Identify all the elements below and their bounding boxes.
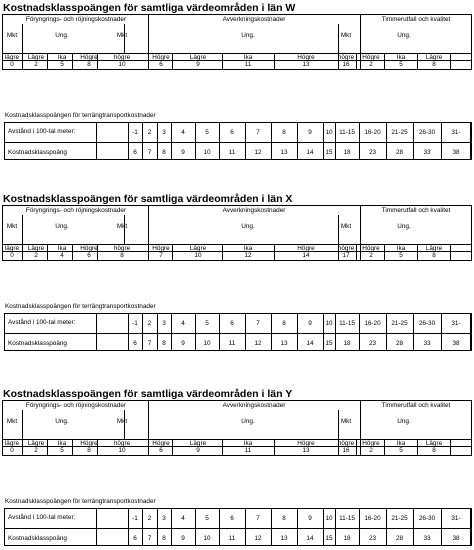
points-row-label: Kostnadsklasspoäng xyxy=(8,149,67,156)
points-cell: 28 xyxy=(395,535,404,542)
distance-cell: 9 xyxy=(308,515,312,522)
points-cell: 14 xyxy=(306,340,314,347)
cost-class-value: 0 xyxy=(10,61,14,68)
row-rule xyxy=(4,528,471,529)
column-rule xyxy=(356,439,357,456)
mkt-label: Mkt xyxy=(116,32,128,39)
transport-table-title: Kostnadsklasspoängen för terrängtransportkostnader xyxy=(5,498,156,505)
cost-class-value: 8 xyxy=(432,61,436,68)
column-rule xyxy=(157,508,158,546)
ung-label: Ung. xyxy=(397,223,411,230)
distance-cell: 4 xyxy=(181,320,185,327)
points-cell: 7 xyxy=(147,535,152,542)
distance-cell: 3 xyxy=(162,320,166,327)
group-title-regeneration: Föryngrings- och röjningskostnader xyxy=(25,16,127,23)
mkt-label: Mkt xyxy=(116,418,128,425)
column-rule xyxy=(441,508,442,546)
points-cell: 28 xyxy=(395,149,404,156)
points-cell: 15 xyxy=(325,149,333,156)
column-sublabel: högre xyxy=(113,439,131,447)
distance-cell: 9 xyxy=(308,129,312,136)
column-rule xyxy=(384,439,385,456)
points-cell: 6 xyxy=(133,340,137,347)
mkt-label: Mkt xyxy=(6,418,18,425)
cost-class-value: 14 xyxy=(302,252,310,259)
column-rule xyxy=(274,439,275,456)
distance-cell: 26-30 xyxy=(418,515,436,522)
ung-label: Ung. xyxy=(55,32,69,39)
points-cell: 38 xyxy=(452,340,460,347)
points-cell: 33 xyxy=(423,535,431,542)
points-cell: 12 xyxy=(254,149,262,156)
cost-class-value: 2 xyxy=(34,61,38,68)
points-cell: 10 xyxy=(203,535,211,542)
ung-label: Ung. xyxy=(397,32,411,39)
points-row-label: Kostnadsklasspoäng xyxy=(8,535,67,542)
points-cell: 8 xyxy=(162,340,166,347)
column-rule xyxy=(471,508,472,546)
column-sublabel: Lägre xyxy=(425,244,443,252)
column-sublabel: Lägre xyxy=(425,53,443,61)
group-title-timber: Timmerutfall och kvalitet xyxy=(381,16,451,23)
column-sublabel: Lägre xyxy=(27,439,45,447)
points-cell: 8 xyxy=(162,535,166,542)
ung-label: Ung. xyxy=(241,32,255,39)
cost-class-value: 13 xyxy=(302,447,310,454)
distance-cell: 16-20 xyxy=(364,129,381,136)
points-cell: 28 xyxy=(395,340,404,347)
ung-label: Ung. xyxy=(55,223,69,230)
column-rule xyxy=(338,410,339,439)
points-row-label: Kostnadsklasspoäng xyxy=(8,340,67,347)
distance-cell: 31- xyxy=(451,515,461,522)
group-title-regeneration: Föryngrings- och röjningskostnader xyxy=(25,402,127,409)
points-cell: 9 xyxy=(181,340,185,347)
cost-class-value: 5 xyxy=(60,447,64,454)
distance-cell: 2 xyxy=(147,515,152,522)
cost-class-value: 12 xyxy=(244,252,252,259)
cost-class-value: 16 xyxy=(342,447,350,454)
column-rule xyxy=(142,508,143,546)
column-sublabel: Ika xyxy=(396,244,406,252)
mkt-label: Mkt xyxy=(340,32,352,39)
mkt-label: Mkt xyxy=(116,223,128,230)
cost-class-value: 6 xyxy=(87,252,91,259)
cost-class-value: 8 xyxy=(87,61,91,68)
column-sublabel: Lägre xyxy=(189,53,207,61)
column-rule xyxy=(245,508,246,546)
column-sublabel: lägre xyxy=(4,244,20,252)
distance-cell: 5 xyxy=(205,320,209,327)
column-sublabel: Ika xyxy=(57,53,67,61)
cost-class-value: 6 xyxy=(159,61,163,68)
distance-cell: 26-30 xyxy=(418,129,436,136)
cost-class-value: 5 xyxy=(399,252,403,259)
column-sublabel: Högre xyxy=(362,439,380,447)
points-cell: 33 xyxy=(423,149,431,156)
cost-class-value: 9 xyxy=(196,61,200,68)
column-rule xyxy=(128,508,129,546)
distance-cell: 16-20 xyxy=(364,320,381,327)
points-cell: 13 xyxy=(280,535,288,542)
table-rule xyxy=(4,508,96,509)
column-rule xyxy=(222,439,223,456)
cost-class-value: 10 xyxy=(118,447,126,454)
column-sublabel: Högre xyxy=(297,53,315,61)
cost-class-value: 2 xyxy=(369,252,373,259)
table-rule xyxy=(4,545,96,546)
cost-class-value: 8 xyxy=(120,252,124,259)
distance-cell: -1 xyxy=(132,515,138,522)
distance-cell: -1 xyxy=(132,320,138,327)
cost-class-value: 0 xyxy=(10,447,14,454)
column-sublabel: Högre xyxy=(152,439,170,447)
column-sublabel: Ika xyxy=(243,439,253,447)
column-sublabel: Ika xyxy=(57,244,67,252)
points-cell: 7 xyxy=(147,340,152,347)
points-cell: 33 xyxy=(423,340,431,347)
distance-cell: 7 xyxy=(256,129,260,136)
column-rule xyxy=(335,508,336,546)
column-sublabel: högre xyxy=(337,244,355,252)
column-sublabel: Högre xyxy=(152,53,170,61)
column-rule xyxy=(271,508,272,546)
points-cell: 18 xyxy=(343,340,351,347)
ung-label: Ung. xyxy=(241,418,255,425)
distance-cell: 31- xyxy=(451,129,461,136)
points-cell: 10 xyxy=(203,149,211,156)
column-sublabel: Högre xyxy=(80,439,98,447)
cost-class-value: 7 xyxy=(159,252,163,259)
points-cell: 23 xyxy=(368,535,377,542)
group-title-harvesting: Avverkningskostnader xyxy=(222,16,286,23)
distance-cell: 11-15 xyxy=(339,320,355,327)
cost-class-value: 8 xyxy=(87,447,91,454)
cost-class-value: 2 xyxy=(34,447,38,454)
points-cell: 13 xyxy=(280,340,288,347)
points-cell: 9 xyxy=(181,149,185,156)
column-rule xyxy=(171,508,172,546)
column-rule xyxy=(323,508,324,546)
column-sublabel: högre xyxy=(113,244,131,252)
cost-class-value: 11 xyxy=(244,447,252,454)
column-rule xyxy=(219,508,220,546)
column-sublabel: Högre xyxy=(80,244,98,252)
points-cell: 11 xyxy=(228,535,236,542)
column-rule xyxy=(360,439,361,456)
distance-cell: 8 xyxy=(282,320,286,327)
mkt-label: Mkt xyxy=(6,32,18,39)
ung-label: Ung. xyxy=(55,418,69,425)
column-sublabel: högre xyxy=(337,53,355,61)
column-sublabel: Högre xyxy=(152,244,170,252)
distance-cell: 4 xyxy=(181,515,185,522)
distance-cell: 9 xyxy=(308,320,312,327)
distance-row-label: Avstånd i 100-tal meter: xyxy=(8,319,76,326)
column-rule xyxy=(172,439,173,456)
cost-class-value: 5 xyxy=(399,447,403,454)
points-cell: 14 xyxy=(306,535,314,542)
points-cell: 12 xyxy=(254,535,262,542)
group-title-harvesting: Avverkningskostnader xyxy=(222,207,286,214)
distance-cell: 31- xyxy=(451,320,461,327)
points-cell: 6 xyxy=(133,149,137,156)
column-sublabel: Högre xyxy=(362,53,380,61)
cost-class-value: 2 xyxy=(369,447,373,454)
cost-class-value: 13 xyxy=(302,61,310,68)
group-title-timber: Timmerutfall och kvalitet xyxy=(381,207,451,214)
distance-cell: 3 xyxy=(162,515,166,522)
cost-class-value: 4 xyxy=(60,252,64,259)
distance-cell: 6 xyxy=(230,129,234,136)
column-rule xyxy=(47,439,48,456)
distance-cell: 6 xyxy=(230,320,234,327)
distance-cell: 21-25 xyxy=(391,129,408,136)
column-rule xyxy=(96,508,97,546)
distance-cell: 6 xyxy=(230,515,234,522)
distance-cell: 3 xyxy=(162,129,166,136)
column-sublabel: lägre xyxy=(4,439,20,447)
column-sublabel: Ika xyxy=(57,439,67,447)
distance-cell: 7 xyxy=(256,320,260,327)
cost-class-value: 10 xyxy=(118,61,126,68)
column-sublabel: Högre xyxy=(297,439,315,447)
points-cell: 14 xyxy=(306,149,314,156)
column-sublabel: högre xyxy=(113,53,131,61)
column-sublabel: Lägre xyxy=(27,53,45,61)
cost-class-value: 11 xyxy=(244,61,252,68)
points-cell: 18 xyxy=(343,535,351,542)
distance-cell: 2 xyxy=(147,320,152,327)
distance-cell: 10 xyxy=(325,129,333,136)
distance-cell: 7 xyxy=(256,515,260,522)
column-sublabel: lägre xyxy=(4,53,20,61)
column-sublabel: Lägre xyxy=(189,439,207,447)
column-sublabel: Högre xyxy=(80,53,98,61)
points-cell: 23 xyxy=(368,340,377,347)
cost-class-value: 0 xyxy=(10,252,14,259)
column-sublabel: Högre xyxy=(297,244,315,252)
group-title-regeneration: Föryngrings- och röjningskostnader xyxy=(25,207,127,214)
column-sublabel: Ika xyxy=(396,53,406,61)
points-cell: 38 xyxy=(452,535,460,542)
transport-table-title: Kostnadsklasspoängen för terrängtransportkostnader xyxy=(5,303,156,310)
transport-table-title: Kostnadsklasspoängen för terrängtransportkostnader xyxy=(5,112,156,119)
distance-cell: 11-15 xyxy=(339,129,355,136)
distance-row-label: Avstånd i 100-tal meter: xyxy=(8,128,76,135)
points-cell: 10 xyxy=(203,340,211,347)
group-title-harvesting: Avverkningskostnader xyxy=(222,402,286,409)
cost-class-value: 16 xyxy=(342,61,350,68)
cost-class-value: 10 xyxy=(194,252,202,259)
cost-class-value: 5 xyxy=(60,61,64,68)
cost-class-value: 2 xyxy=(34,252,38,259)
column-rule xyxy=(450,439,451,456)
distance-cell: 8 xyxy=(282,129,286,136)
distance-cell: 11-15 xyxy=(339,515,355,522)
cost-class-value: 17 xyxy=(342,252,350,259)
cost-class-value: 8 xyxy=(432,447,436,454)
column-rule xyxy=(386,508,387,546)
column-sublabel: Ika xyxy=(396,439,406,447)
table-rule xyxy=(4,508,5,546)
column-rule xyxy=(359,508,360,546)
distance-cell: -1 xyxy=(132,129,138,136)
distance-cell: 10 xyxy=(325,515,333,522)
column-rule xyxy=(22,410,23,439)
column-sublabel: Lägre xyxy=(425,439,443,447)
points-cell: 9 xyxy=(181,535,185,542)
points-cell: 38 xyxy=(452,149,460,156)
distance-cell: 21-25 xyxy=(391,320,408,327)
column-sublabel: Högre xyxy=(362,244,380,252)
distance-cell: 5 xyxy=(205,129,209,136)
section-title: Kostnadsklasspoängen för samtliga värdeområden i län X xyxy=(3,193,293,205)
distance-cell: 5 xyxy=(205,515,209,522)
mkt-label: Mkt xyxy=(6,223,18,230)
ung-label: Ung. xyxy=(397,418,411,425)
points-cell: 13 xyxy=(280,149,288,156)
distance-cell: 8 xyxy=(282,515,286,522)
distance-cell: 4 xyxy=(181,129,185,136)
cost-class-value: 5 xyxy=(399,61,403,68)
distance-cell: 10 xyxy=(325,320,333,327)
points-cell: 8 xyxy=(162,149,166,156)
points-cell: 7 xyxy=(147,149,152,156)
distance-cell: 2 xyxy=(147,129,152,136)
column-rule xyxy=(72,439,73,456)
distance-cell: 21-25 xyxy=(391,515,408,522)
column-rule xyxy=(148,439,149,456)
distance-cell: 16-20 xyxy=(364,515,381,522)
points-cell: 18 xyxy=(343,149,351,156)
section-title: Kostnadsklasspoängen för samtliga värdeområden i län Y xyxy=(3,388,293,400)
column-sublabel: Lägre xyxy=(27,244,45,252)
points-cell: 11 xyxy=(228,340,236,347)
cost-class-value: 8 xyxy=(432,252,436,259)
cost-class-value: 9 xyxy=(196,447,200,454)
ung-label: Ung. xyxy=(241,223,255,230)
points-cell: 15 xyxy=(325,340,333,347)
cost-class-value: 2 xyxy=(369,61,373,68)
mkt-label: Mkt xyxy=(340,223,352,230)
column-rule xyxy=(195,508,196,546)
column-rule xyxy=(22,439,23,456)
mkt-label: Mkt xyxy=(340,418,352,425)
points-cell: 15 xyxy=(325,535,333,542)
points-cell: 6 xyxy=(133,535,137,542)
column-rule xyxy=(417,439,418,456)
column-sublabel: Ika xyxy=(243,244,253,252)
cost-class-value: 6 xyxy=(159,447,163,454)
group-title-timber: Timmerutfall och kvalitet xyxy=(381,402,451,409)
distance-cell: 26-30 xyxy=(418,320,436,327)
distance-row-label: Avstånd i 100-tal meter: xyxy=(8,514,76,521)
column-rule xyxy=(413,508,414,546)
section-title: Kostnadsklasspoängen för samtliga värdeområden i län W xyxy=(3,2,296,14)
points-cell: 23 xyxy=(368,149,377,156)
column-rule xyxy=(297,508,298,546)
column-sublabel: Ika xyxy=(243,53,253,61)
column-sublabel: högre xyxy=(337,439,355,447)
column-sublabel: Lägre xyxy=(189,244,207,252)
points-cell: 12 xyxy=(254,340,262,347)
points-cell: 11 xyxy=(228,149,236,156)
